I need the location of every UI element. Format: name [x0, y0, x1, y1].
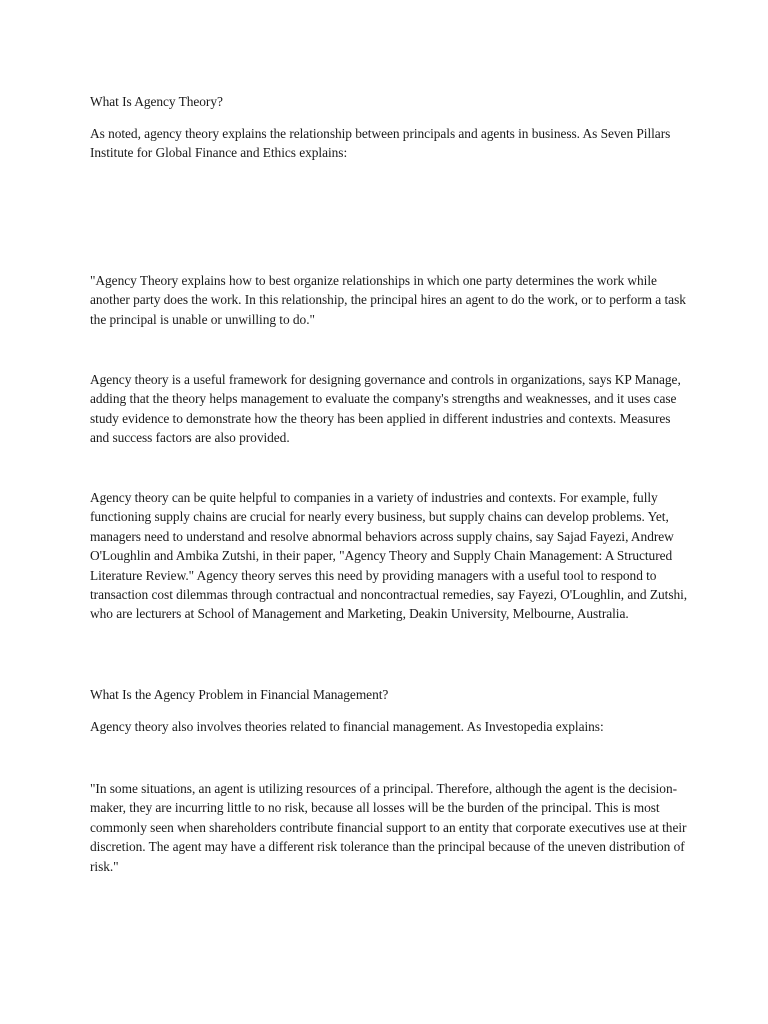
heading-agency-problem: What Is the Agency Problem in Financial Management?: [90, 687, 389, 702]
paragraph-supply-chain: Agency theory can be quite helpful to companies in a variety of industries and contexts. For example, fully functioning supply chains are crucial for nearly every business, but supply chains can develop problems. Yet, managers need to understand and resolve abnormal behaviors across supply chains, say Sajad Fayezi, Andrew O'Loughlin and Ambika Zutshi, in their paper, "Agency Theory and Supply Chain Management: A Structured Literature Review." Agency theory serves this need by providing managers with a useful tool to respond to transaction cost dilemmas through contractual and noncontractual remedies, say Fayezi, O'Loughlin, and Zutshi, who are lecturers at School of Management and Marketing, Deakin University, Melbourne, Australia.: [90, 490, 688, 622]
paragraph-investopedia-intro: Agency theory also involves theories related to financial management. As Investopedia explains:: [90, 719, 604, 734]
intro-paragraph: As noted, agency theory explains the relationship between principals and agents in business. As Seven Pillars Institute for Global Finance and Ethics explains:: [90, 126, 671, 161]
heading-what-is-agency-theory: What Is Agency Theory?: [90, 94, 223, 109]
paragraph-kp-manage: Agency theory is a useful framework for designing governance and controls in organizations, says KP Manage, adding that the theory helps management to evaluate the company's strengths and weaknesses, and it uses case study evidence to demonstrate how the theory has been applied in different industries and contexts. Measures and success factors are also provided.: [90, 372, 681, 446]
quote-seven-pillars: "Agency Theory explains how to best organize relationships in which one party determines the work while another party does the work. In this relationship, the principal hires an agent to do the work, or to perform a task the principal is unable or unwilling to do.": [90, 273, 686, 327]
quote-investopedia: "In some situations, an agent is utilizing resources of a principal. Therefore, although the agent is the decision-maker, they are incurring little to no risk, because all losses will be the burden of the principal. This is most commonly seen when shareholders contribute financial support to an entity that corporate executives use at their discretion. The agent may have a different risk tolerance than the principal because of the uneven distribution of risk.": [90, 781, 687, 874]
